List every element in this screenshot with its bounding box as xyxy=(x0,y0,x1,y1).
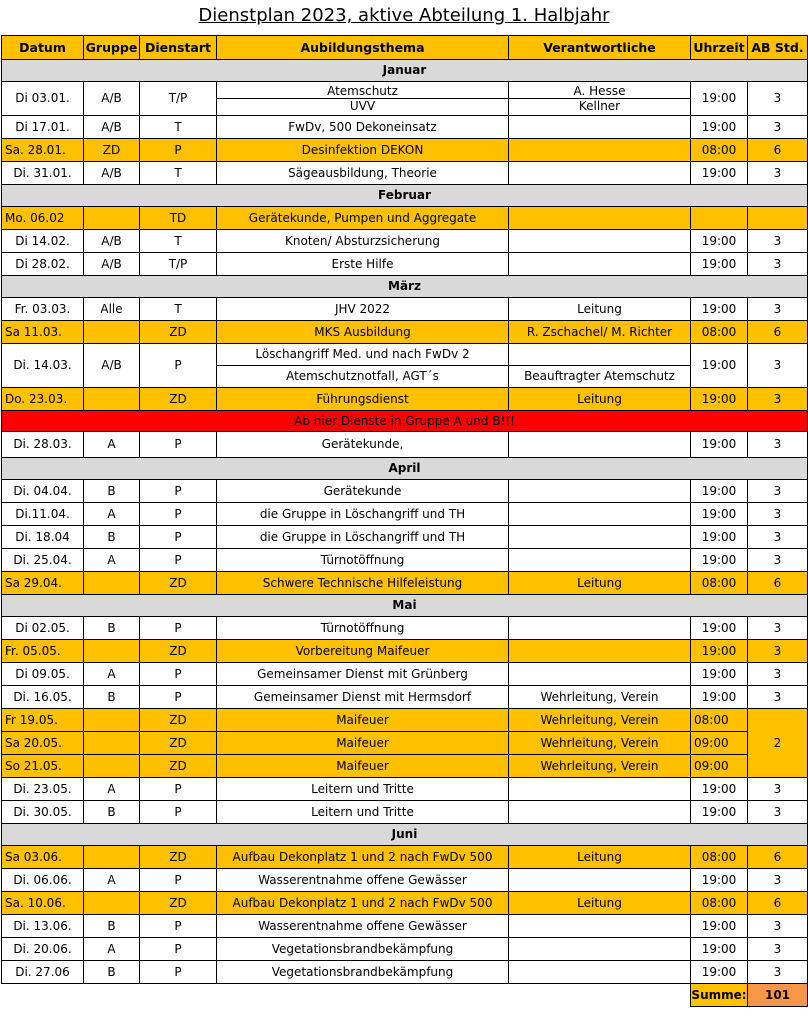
cell-dienstart: ZD xyxy=(140,892,217,915)
cell-stunden: 6 xyxy=(748,572,808,595)
cell-gruppe xyxy=(84,321,140,344)
cell-gruppe xyxy=(84,732,140,755)
cell-thema xyxy=(217,82,509,116)
cell-gruppe: A xyxy=(84,503,140,526)
header-verantwortliche: Verantwortliche xyxy=(509,36,691,60)
verantw-line xyxy=(509,344,690,365)
cell-datum: Di. 30.05. xyxy=(2,801,84,824)
cell-stunden: 3 xyxy=(748,116,808,139)
cell-verantwortliche xyxy=(509,116,691,139)
cell-verantwortliche xyxy=(509,432,691,458)
cell-dienstart: TD xyxy=(140,207,217,230)
cell-datum: Di 02.05. xyxy=(2,617,84,640)
cell-dienstart: P xyxy=(140,938,217,961)
cell-verantwortliche xyxy=(509,344,691,388)
cell-thema: Wasserentnahme offene Gewässer xyxy=(217,869,509,892)
cell-gruppe: A/B xyxy=(84,162,140,185)
cell-stunden: 3 xyxy=(748,869,808,892)
cell-dienstart: P xyxy=(140,139,217,162)
cell-dienstart: T/P xyxy=(140,253,217,276)
cell-dienstart: ZD xyxy=(140,640,217,663)
cell-dienstart: P xyxy=(140,549,217,572)
cell-thema: Gemeinsamer Dienst mit Hermsdorf xyxy=(217,686,509,709)
cell-dienstart: ZD xyxy=(140,709,217,732)
cell-dienstart: T xyxy=(140,116,217,139)
table-row xyxy=(2,480,808,503)
cell-thema: Leitern und Tritte xyxy=(217,801,509,824)
cell-thema: Aufbau Dekonplatz 1 und 2 nach FwDv 500 xyxy=(217,846,509,869)
cell-thema: Maifeuer xyxy=(217,755,509,778)
cell-stunden: 3 xyxy=(748,961,808,984)
thema-line: Atemschutznotfall, AGT´s xyxy=(217,365,508,387)
cell-verantwortliche xyxy=(509,915,691,938)
cell-datum: Di. 23.05. xyxy=(2,778,84,801)
thema-line: Löschangriff Med. und nach FwDv 2 xyxy=(255,347,470,361)
cell-datum: Di. 04.04. xyxy=(2,480,84,503)
cell-thema: Gerätekunde xyxy=(217,480,509,503)
cell-uhrzeit: 19:00 xyxy=(691,503,748,526)
cell-dienstart: P xyxy=(140,526,217,549)
table-row xyxy=(2,572,808,595)
header-row xyxy=(2,36,808,60)
cell-uhrzeit: 08:00 xyxy=(691,846,748,869)
cell-uhrzeit: 19:00 xyxy=(691,961,748,984)
sum-spacer xyxy=(2,984,691,1007)
table-row xyxy=(2,321,808,344)
cell-stunden: 6 xyxy=(748,892,808,915)
cell-gruppe: B xyxy=(84,915,140,938)
cell-datum: Di.11.04. xyxy=(2,503,84,526)
table-row xyxy=(2,298,808,321)
cell-verantwortliche xyxy=(509,526,691,549)
cell-datum: Di 09.05. xyxy=(2,663,84,686)
cell-datum: Di. 13.06. xyxy=(2,915,84,938)
verantw-line: A. Hesse xyxy=(573,84,626,98)
cell-verantwortliche xyxy=(509,162,691,185)
cell-thema: Maifeuer xyxy=(217,732,509,755)
cell-uhrzeit: 09:00 xyxy=(691,755,748,778)
verantw-line: Beauftragter Atemschutz xyxy=(509,365,690,387)
cell-thema: Gerätekunde, Pumpen und Aggregate xyxy=(217,207,509,230)
cell-dienstart: T/P xyxy=(140,82,217,116)
month-april: April xyxy=(2,458,808,480)
cell-uhrzeit: 19:00 xyxy=(691,663,748,686)
cell-gruppe: A/B xyxy=(84,116,140,139)
table-row xyxy=(2,869,808,892)
cell-stunden: 6 xyxy=(748,321,808,344)
cell-uhrzeit: 19:00 xyxy=(691,938,748,961)
table-row xyxy=(2,82,808,116)
cell-gruppe: A/B xyxy=(84,82,140,116)
cell-gruppe: A xyxy=(84,778,140,801)
cell-verantwortliche: Leitung xyxy=(509,892,691,915)
cell-verantwortliche: Wehrleitung, Verein xyxy=(509,755,691,778)
cell-verantwortliche xyxy=(509,230,691,253)
cell-uhrzeit: 19:00 xyxy=(691,869,748,892)
cell-dienstart: P xyxy=(140,480,217,503)
cell-thema xyxy=(217,344,509,388)
table-row xyxy=(2,253,808,276)
cell-datum: Di. 25.04. xyxy=(2,549,84,572)
cell-verantwortliche xyxy=(509,938,691,961)
cell-verantwortliche xyxy=(509,503,691,526)
cell-uhrzeit: 19:00 xyxy=(691,82,748,116)
cell-stunden: 3 xyxy=(748,388,808,411)
table-row xyxy=(2,432,808,458)
cell-gruppe: B xyxy=(84,617,140,640)
cell-dienstart: ZD xyxy=(140,755,217,778)
cell-gruppe: A xyxy=(84,663,140,686)
cell-verantwortliche xyxy=(509,253,691,276)
cell-uhrzeit: 19:00 xyxy=(691,640,748,663)
cell-gruppe: A xyxy=(84,938,140,961)
cell-gruppe: A xyxy=(84,432,140,458)
table-row xyxy=(2,846,808,869)
cell-verantwortliche: Leitung xyxy=(509,846,691,869)
notice-banner: Ab hier Dienste in Gruppe A und B!!! xyxy=(2,411,808,432)
cell-uhrzeit: 19:00 xyxy=(691,686,748,709)
cell-gruppe: B xyxy=(84,686,140,709)
cell-thema: die Gruppe in Löschangriff und TH xyxy=(217,526,509,549)
thema-line: UVV xyxy=(217,98,508,113)
table-row xyxy=(2,892,808,915)
cell-dienstart: P xyxy=(140,344,217,388)
header-gruppe: Gruppe xyxy=(84,36,140,60)
cell-verantwortliche xyxy=(509,480,691,503)
cell-dienstart: T xyxy=(140,298,217,321)
cell-gruppe: B xyxy=(84,801,140,824)
cell-stunden: 3 xyxy=(748,686,808,709)
cell-dienstart: ZD xyxy=(140,388,217,411)
cell-datum: Di. 06.06. xyxy=(2,869,84,892)
sum-label: Summe: xyxy=(691,984,748,1007)
cell-thema: JHV 2022 xyxy=(217,298,509,321)
cell-uhrzeit: 19:00 xyxy=(691,801,748,824)
cell-thema: Knoten/ Absturzsicherung xyxy=(217,230,509,253)
cell-uhrzeit: 19:00 xyxy=(691,388,748,411)
cell-gruppe xyxy=(84,892,140,915)
cell-stunden: 3 xyxy=(748,778,808,801)
table-row xyxy=(2,640,808,663)
table-row xyxy=(2,388,808,411)
cell-uhrzeit: 08:00 xyxy=(691,572,748,595)
cell-dienstart: P xyxy=(140,617,217,640)
cell-thema: Aufbau Dekonplatz 1 und 2 nach FwDv 500 xyxy=(217,892,509,915)
month-maerz: März xyxy=(2,276,808,298)
cell-stunden: 3 xyxy=(748,253,808,276)
cell-verantwortliche xyxy=(509,617,691,640)
cell-verantwortliche: Wehrleitung, Verein xyxy=(509,686,691,709)
cell-dienstart: ZD xyxy=(140,846,217,869)
cell-verantwortliche xyxy=(509,139,691,162)
cell-thema: Maifeuer xyxy=(217,709,509,732)
cell-verantwortliche xyxy=(509,801,691,824)
cell-stunden: 6 xyxy=(748,139,808,162)
table-row xyxy=(2,116,808,139)
cell-verantwortliche: Leitung xyxy=(509,388,691,411)
cell-dienstart: P xyxy=(140,869,217,892)
thema-line: Atemschutz xyxy=(327,84,398,98)
cell-gruppe: B xyxy=(84,961,140,984)
cell-gruppe xyxy=(84,709,140,732)
table-row xyxy=(2,709,808,732)
cell-uhrzeit xyxy=(691,207,748,230)
cell-datum: Sa 11.03. xyxy=(2,321,84,344)
cell-gruppe xyxy=(84,388,140,411)
cell-uhrzeit: 19:00 xyxy=(691,344,748,388)
cell-uhrzeit: 08:00 xyxy=(691,321,748,344)
cell-thema: MKS Ausbildung xyxy=(217,321,509,344)
cell-stunden: 3 xyxy=(748,938,808,961)
table-row xyxy=(2,526,808,549)
cell-gruppe: A/B xyxy=(84,344,140,388)
table-row xyxy=(2,617,808,640)
cell-verantwortliche xyxy=(509,549,691,572)
schedule-table xyxy=(1,35,808,1007)
cell-verantwortliche xyxy=(509,640,691,663)
cell-uhrzeit: 19:00 xyxy=(691,480,748,503)
table-row xyxy=(2,915,808,938)
cell-gruppe: A xyxy=(84,549,140,572)
cell-dienstart: P xyxy=(140,663,217,686)
table-row xyxy=(2,139,808,162)
cell-datum: Fr. 05.05. xyxy=(2,640,84,663)
cell-uhrzeit: 19:00 xyxy=(691,778,748,801)
cell-dienstart: P xyxy=(140,503,217,526)
header-uhrzeit: Uhrzeit xyxy=(691,36,748,60)
cell-stunden: 3 xyxy=(748,230,808,253)
cell-thema: Schwere Technische Hilfeleistung xyxy=(217,572,509,595)
table-row xyxy=(2,344,808,388)
cell-gruppe: B xyxy=(84,526,140,549)
cell-datum: Di 14.02. xyxy=(2,230,84,253)
cell-uhrzeit: 09:00 xyxy=(691,732,748,755)
cell-dienstart: ZD xyxy=(140,321,217,344)
cell-verantwortliche xyxy=(509,778,691,801)
cell-uhrzeit: 19:00 xyxy=(691,162,748,185)
cell-stunden: 3 xyxy=(748,640,808,663)
cell-dienstart: P xyxy=(140,778,217,801)
cell-verantwortliche xyxy=(509,207,691,230)
cell-stunden: 3 xyxy=(748,480,808,503)
table-row xyxy=(2,961,808,984)
table-row xyxy=(2,230,808,253)
cell-gruppe xyxy=(84,755,140,778)
cell-dienstart: P xyxy=(140,915,217,938)
cell-stunden: 3 xyxy=(748,526,808,549)
cell-datum: Di. 27.06 xyxy=(2,961,84,984)
cell-uhrzeit: 19:00 xyxy=(691,298,748,321)
cell-uhrzeit: 19:00 xyxy=(691,253,748,276)
page-title-wrap xyxy=(0,0,808,34)
cell-thema: Desinfektion DEKON xyxy=(217,139,509,162)
cell-verantwortliche: Wehrleitung, Verein xyxy=(509,709,691,732)
cell-thema: Gerätekunde, xyxy=(217,432,509,458)
cell-stunden: 3 xyxy=(748,503,808,526)
cell-stunden: 3 xyxy=(748,162,808,185)
cell-datum: Di. 28.03. xyxy=(2,432,84,458)
cell-thema: Leitern und Tritte xyxy=(217,778,509,801)
cell-stunden: 3 xyxy=(748,801,808,824)
header-dienstart: Dienstart xyxy=(140,36,217,60)
table-row xyxy=(2,801,808,824)
cell-verantwortliche xyxy=(509,82,691,116)
cell-verantwortliche: Wehrleitung, Verein xyxy=(509,732,691,755)
cell-datum: So 21.05. xyxy=(2,755,84,778)
cell-stunden: 3 xyxy=(748,915,808,938)
cell-uhrzeit: 19:00 xyxy=(691,915,748,938)
cell-gruppe xyxy=(84,572,140,595)
cell-datum: Fr. 03.03. xyxy=(2,298,84,321)
cell-stunden: 3 xyxy=(748,617,808,640)
cell-datum: Fr 19.05. xyxy=(2,709,84,732)
cell-datum: Sa. 28.01. xyxy=(2,139,84,162)
cell-verantwortliche xyxy=(509,663,691,686)
cell-stunden: 3 xyxy=(748,549,808,572)
cell-gruppe: ZD xyxy=(84,139,140,162)
cell-gruppe: B xyxy=(84,480,140,503)
cell-stunden: 3 xyxy=(748,298,808,321)
cell-thema: die Gruppe in Löschangriff und TH xyxy=(217,503,509,526)
cell-thema: Wasserentnahme offene Gewässer xyxy=(217,915,509,938)
verantw-line: Kellner xyxy=(509,98,690,113)
table-row xyxy=(2,207,808,230)
cell-thema: Führungsdienst xyxy=(217,388,509,411)
cell-stunden: 3 xyxy=(748,663,808,686)
cell-thema: Erste Hilfe xyxy=(217,253,509,276)
cell-uhrzeit: 19:00 xyxy=(691,230,748,253)
table-row xyxy=(2,549,808,572)
cell-stunden: 3 xyxy=(748,344,808,388)
cell-stunden xyxy=(748,207,808,230)
cell-gruppe xyxy=(84,640,140,663)
cell-thema: Vorbereitung Maifeuer xyxy=(217,640,509,663)
table-row xyxy=(2,686,808,709)
cell-gruppe xyxy=(84,846,140,869)
cell-datum: Mo. 06.02 xyxy=(2,207,84,230)
cell-thema: Vegetationsbrandbekämpfung xyxy=(217,938,509,961)
cell-dienstart: P xyxy=(140,801,217,824)
cell-uhrzeit: 08:00 xyxy=(691,892,748,915)
cell-datum: Sa 20.05. xyxy=(2,732,84,755)
cell-datum: Do. 23.03. xyxy=(2,388,84,411)
sum-row xyxy=(2,984,808,1007)
cell-stunden: 2 xyxy=(748,709,808,778)
month-februar: Februar xyxy=(2,185,808,207)
cell-uhrzeit: 19:00 xyxy=(691,549,748,572)
cell-gruppe: A xyxy=(84,869,140,892)
cell-thema: FwDv, 500 Dekoneinsatz xyxy=(217,116,509,139)
cell-uhrzeit: 19:00 xyxy=(691,526,748,549)
cell-stunden: 3 xyxy=(748,82,808,116)
cell-uhrzeit: 19:00 xyxy=(691,617,748,640)
cell-datum: Sa 29.04. xyxy=(2,572,84,595)
cell-dienstart: P xyxy=(140,686,217,709)
table-row xyxy=(2,732,808,755)
cell-datum: Di 28.02. xyxy=(2,253,84,276)
cell-dienstart: ZD xyxy=(140,572,217,595)
cell-verantwortliche: R. Zschachel/ M. Richter xyxy=(509,321,691,344)
cell-datum: Di. 31.01. xyxy=(2,162,84,185)
header-datum: Datum xyxy=(2,36,84,60)
cell-datum: Di. 14.03. xyxy=(2,344,84,388)
cell-uhrzeit: 08:00 xyxy=(691,139,748,162)
cell-thema: Vegetationsbrandbekämpfung xyxy=(217,961,509,984)
month-juni: Juni xyxy=(2,824,808,846)
cell-verantwortliche xyxy=(509,961,691,984)
cell-dienstart: ZD xyxy=(140,732,217,755)
table-row xyxy=(2,162,808,185)
cell-dienstart: T xyxy=(140,162,217,185)
table-row xyxy=(2,778,808,801)
cell-gruppe: A/B xyxy=(84,253,140,276)
cell-stunden: 3 xyxy=(748,432,808,458)
cell-thema: Gemeinsamer Dienst mit Grünberg xyxy=(217,663,509,686)
sum-value: 101 xyxy=(748,984,808,1007)
page-title: Dienstplan 2023, aktive Abteilung 1. Halbjahr xyxy=(198,5,610,26)
cell-datum: Di. 16.05. xyxy=(2,686,84,709)
cell-uhrzeit: 19:00 xyxy=(691,116,748,139)
month-januar: Januar xyxy=(2,60,808,82)
cell-gruppe xyxy=(84,207,140,230)
cell-datum: Di 03.01. xyxy=(2,82,84,116)
cell-datum: Di. 18.04 xyxy=(2,526,84,549)
cell-thema: Sägeausbildung, Theorie xyxy=(217,162,509,185)
table-row xyxy=(2,663,808,686)
cell-verantwortliche: Leitung xyxy=(509,572,691,595)
cell-uhrzeit: 08:00 xyxy=(691,709,748,732)
cell-dienstart: P xyxy=(140,961,217,984)
cell-thema: Türnotöffnung xyxy=(217,617,509,640)
table-row xyxy=(2,755,808,778)
cell-dienstart: T xyxy=(140,230,217,253)
month-mai: Mai xyxy=(2,595,808,617)
cell-datum: Sa 03.06. xyxy=(2,846,84,869)
cell-gruppe: Alle xyxy=(84,298,140,321)
cell-verantwortliche: Leitung xyxy=(509,298,691,321)
header-ab-std: AB Std. xyxy=(748,36,808,60)
cell-datum: Sa. 10.06. xyxy=(2,892,84,915)
cell-thema: Türnotöffnung xyxy=(217,549,509,572)
cell-datum: Di. 20.06. xyxy=(2,938,84,961)
cell-verantwortliche xyxy=(509,869,691,892)
table-row xyxy=(2,938,808,961)
cell-dienstart: P xyxy=(140,432,217,458)
cell-gruppe: A/B xyxy=(84,230,140,253)
header-thema: Aubildungsthema xyxy=(217,36,509,60)
cell-datum: Di 17.01. xyxy=(2,116,84,139)
cell-stunden: 6 xyxy=(748,846,808,869)
table-row xyxy=(2,503,808,526)
cell-uhrzeit: 19:00 xyxy=(691,432,748,458)
